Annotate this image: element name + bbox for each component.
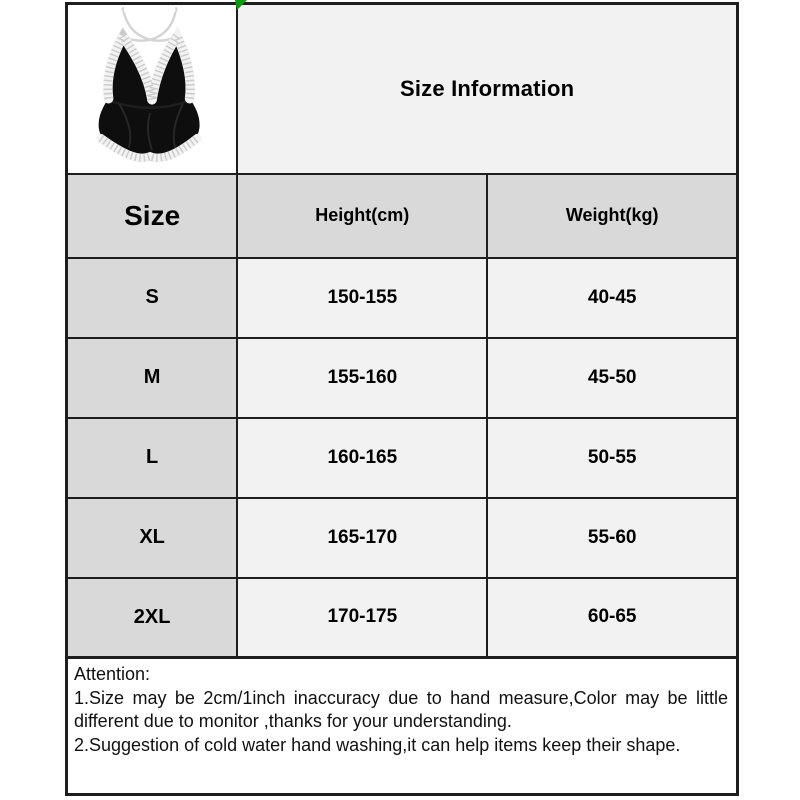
strap-loops xyxy=(123,8,177,13)
table-row-xl xyxy=(67,498,738,578)
attention-line: different due to monitor ,thanks for your understanding. xyxy=(74,711,512,731)
attention-line: 2.Suggestion of cold water hand washing,it can help items keep their shape. xyxy=(74,734,681,755)
product-image xyxy=(69,6,235,172)
table-header-row xyxy=(67,174,738,258)
height-cell: 160-165 xyxy=(237,418,487,498)
table-row-product xyxy=(67,4,738,174)
attention-note xyxy=(65,656,739,796)
size-chart-sheet xyxy=(65,2,739,796)
height-cell: 155-160 xyxy=(237,338,487,418)
height-cell: 165-170 xyxy=(237,498,487,578)
column-header-weight: Weight(kg) xyxy=(487,174,737,258)
size-cell: M xyxy=(67,338,238,418)
column-header-size: Size xyxy=(67,174,238,258)
column-header-height: Height(cm) xyxy=(237,174,487,258)
attention-line: 1.Size may be 2cm/1inch inaccuracy due to hand measure,Color may be little xyxy=(74,687,728,708)
height-cell: 170-175 xyxy=(237,578,487,658)
table-row-2xl xyxy=(67,578,738,658)
table-row-l xyxy=(67,418,738,498)
weight-cell: 40-45 xyxy=(487,258,737,338)
attention-heading: Attention: xyxy=(74,664,151,684)
size-table xyxy=(65,2,739,659)
height-cell: 150-155 xyxy=(237,258,487,338)
size-cell: S xyxy=(67,258,238,338)
weight-cell: 50-55 xyxy=(487,418,737,498)
product-image-cell xyxy=(67,4,238,174)
weight-cell: 60-65 xyxy=(487,578,737,658)
weight-cell: 45-50 xyxy=(487,338,737,418)
size-cell: L xyxy=(67,418,238,498)
size-cell: XL xyxy=(67,498,238,578)
size-cell: 2XL xyxy=(67,578,238,658)
weight-cell: 55-60 xyxy=(487,498,737,578)
table-row-m xyxy=(67,338,738,418)
size-information-title: Size Information xyxy=(237,4,737,174)
table-row-s xyxy=(67,258,738,338)
